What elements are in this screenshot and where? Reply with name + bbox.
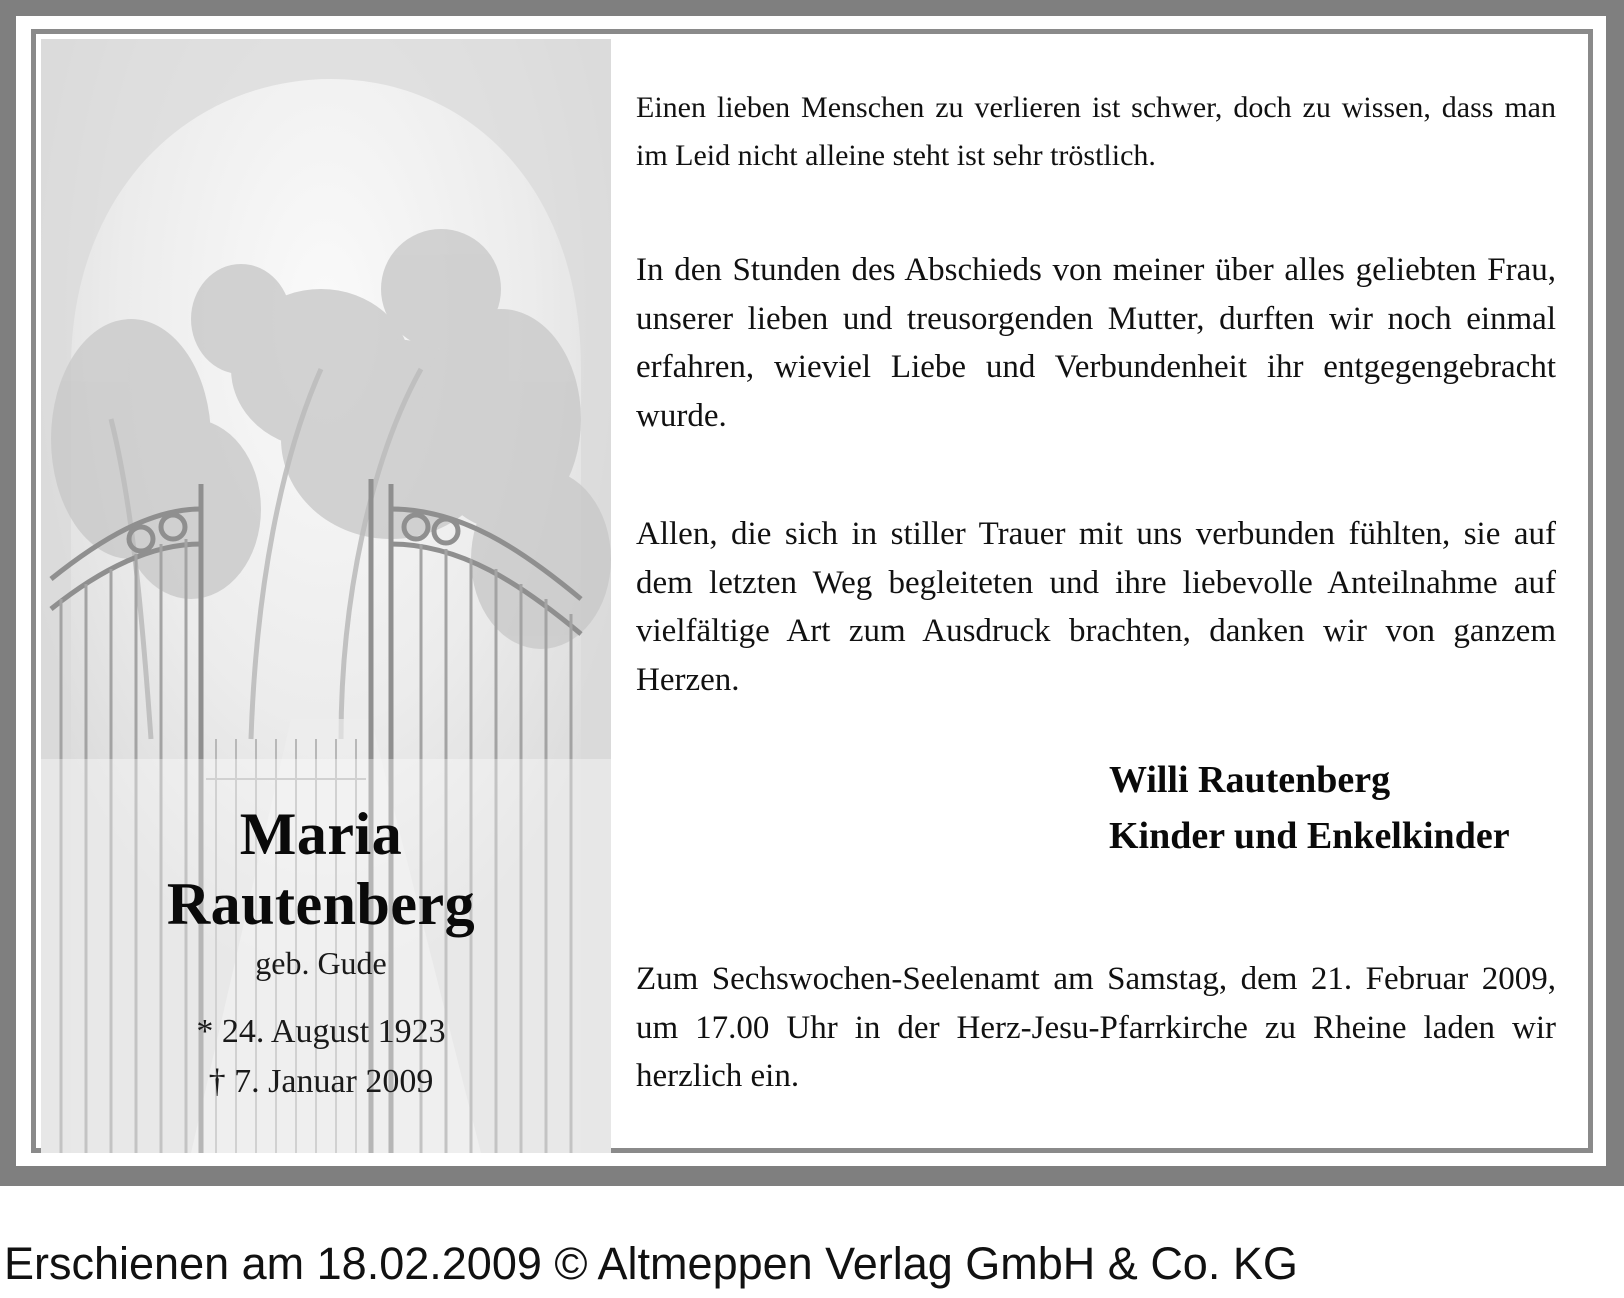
farewell-paragraph: In den Stunden des Abschieds von meiner über alles geliebten Frau, unserer lieben und treusorgenden Mutter, durften wir noch einmal erfahren, wieviel Liebe und Verbundenheit ihr entgegengebracht wurde. xyxy=(636,252,1556,434)
birth-name: geb. Gude xyxy=(255,945,387,981)
gate-photo xyxy=(41,39,611,1153)
signature xyxy=(1109,752,1510,864)
thanks-paragraph: Allen, die sich in stiller Trauer mit uns verbunden fühlten, sie auf dem letzten Weg begleiteten und ihre liebevolle Anteilnahme auf vielfältige Art zum Ausdruck brachten, danken wir von ganzem Herzen. xyxy=(636,516,1556,698)
signature-line-1: Willi Rautenberg xyxy=(1109,759,1391,801)
intro-paragraph: Einen lieben Menschen zu verlieren ist schwer, doch zu wissen, dass man im Leid nicht alleine steht ist sehr tröstlich. xyxy=(636,91,1556,172)
publication-footer: Erschienen am 18.02.2009 © Altmeppen Verlag GmbH & Co. KG xyxy=(4,1238,1298,1289)
mass-invitation: Zum Sechswochen-Seelenamt am Samstag, dem 21. Februar 2009, um 17.00 Uhr in der Herz-Jesu-Pfarrkirche zu Rheine laden wir herzlich ein. xyxy=(636,961,1556,1094)
death-date: † 7. Januar 2009 xyxy=(208,1063,434,1100)
signature-line-2: Kinder und Enkelkinder xyxy=(1109,815,1510,857)
deceased-info xyxy=(41,799,601,1107)
birth-date: * 24. August 1923 xyxy=(196,1013,446,1050)
life-dates xyxy=(41,1007,601,1107)
last-name: Rautenberg xyxy=(166,871,476,937)
first-name: Maria xyxy=(239,801,403,867)
